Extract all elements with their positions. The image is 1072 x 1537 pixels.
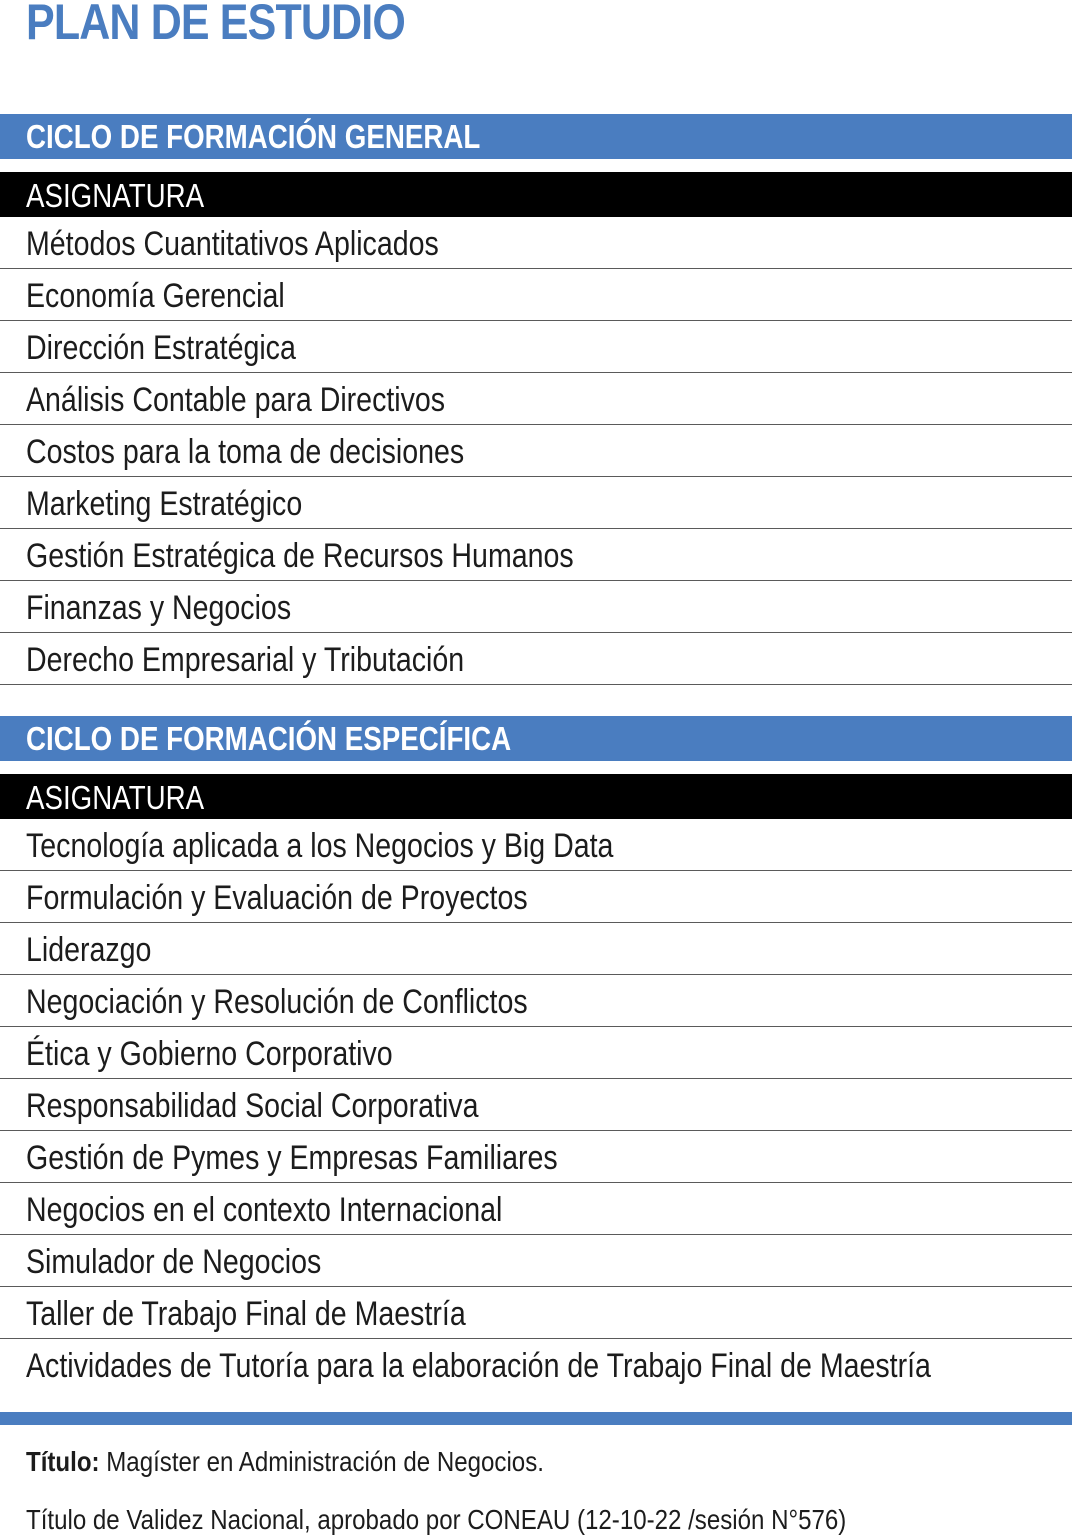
subject-name: Gestión de Pymes y Empresas Familiares	[26, 1139, 558, 1177]
subject-name: Liderazgo	[26, 931, 152, 969]
general-cycle-section	[0, 114, 1072, 685]
cycle-header-general	[0, 114, 1072, 159]
subject-name: Formulación y Evaluación de Proyectos	[26, 879, 528, 917]
subject-name: Derecho Empresarial y Tributación	[26, 641, 465, 679]
subject-row	[0, 975, 1072, 1027]
subject-row	[0, 269, 1072, 321]
subject-row	[0, 633, 1072, 685]
subject-name: Métodos Cuantitativos Aplicados	[26, 225, 439, 263]
subject-name: Análisis Contable para Directivos	[26, 381, 446, 419]
subject-name: Tecnología aplicada a los Negocios y Big Data	[26, 827, 614, 865]
subject-row	[0, 529, 1072, 581]
subject-row	[0, 1131, 1072, 1183]
degree-title-label: Título:	[26, 1446, 100, 1477]
subject-row	[0, 1287, 1072, 1339]
cycle-title: CICLO DE FORMACIÓN ESPECÍFICA	[26, 720, 512, 757]
specific-cycle-section	[0, 716, 1072, 1390]
subject-row	[0, 1183, 1072, 1235]
subject-row	[0, 581, 1072, 633]
subject-name: Dirección Estratégica	[26, 329, 296, 367]
cycle-title: CICLO DE FORMACIÓN GENERAL	[26, 118, 481, 155]
subject-name: Costos para la toma de decisiones	[26, 433, 465, 471]
subject-name: Marketing Estratégico	[26, 485, 303, 523]
subject-name: Responsabilidad Social Corporativa	[26, 1087, 479, 1125]
subject-row	[0, 1027, 1072, 1079]
column-header-label: ASIGNATURA	[26, 779, 205, 816]
subject-name: Negociación y Resolución de Conflictos	[26, 983, 528, 1021]
subject-row	[0, 1079, 1072, 1131]
degree-title-value: Magíster en Administración de Negocios.	[106, 1446, 544, 1477]
subject-row	[0, 923, 1072, 975]
subject-row	[0, 1235, 1072, 1287]
degree-title-line	[26, 1445, 544, 1479]
subject-row	[0, 1339, 1072, 1390]
bottom-divider-bar	[0, 1412, 1072, 1425]
subject-name: Actividades de Tutoría para la elaboración de Trabajo Final de Maestría	[26, 1347, 931, 1385]
subject-name: Simulador de Negocios	[26, 1243, 322, 1281]
subject-name: Gestión Estratégica de Recursos Humanos	[26, 537, 574, 575]
subject-name: Negocios en el contexto Internacional	[26, 1191, 503, 1229]
subject-name: Ética y Gobierno Corporativo	[26, 1035, 393, 1073]
subject-row	[0, 425, 1072, 477]
page-title: PLAN DE ESTUDIO	[26, 0, 405, 50]
subject-row	[0, 217, 1072, 269]
subject-row	[0, 819, 1072, 871]
subject-name: Finanzas y Negocios	[26, 589, 292, 627]
subject-row	[0, 477, 1072, 529]
subject-name: Taller de Trabajo Final de Maestría	[26, 1295, 466, 1333]
subject-row	[0, 373, 1072, 425]
subject-list-specific	[0, 819, 1072, 1390]
validity-note: Título de Validez Nacional, aprobado por CONEAU (12-10-22 /sesión N°576)	[26, 1504, 847, 1535]
subject-list-general	[0, 217, 1072, 685]
subject-row	[0, 321, 1072, 373]
subject-name: Economía Gerencial	[26, 277, 285, 315]
column-header-subject	[0, 172, 1072, 217]
subject-row	[0, 871, 1072, 923]
column-header-label: ASIGNATURA	[26, 177, 205, 214]
column-header-subject	[0, 774, 1072, 819]
cycle-header-specific	[0, 716, 1072, 761]
